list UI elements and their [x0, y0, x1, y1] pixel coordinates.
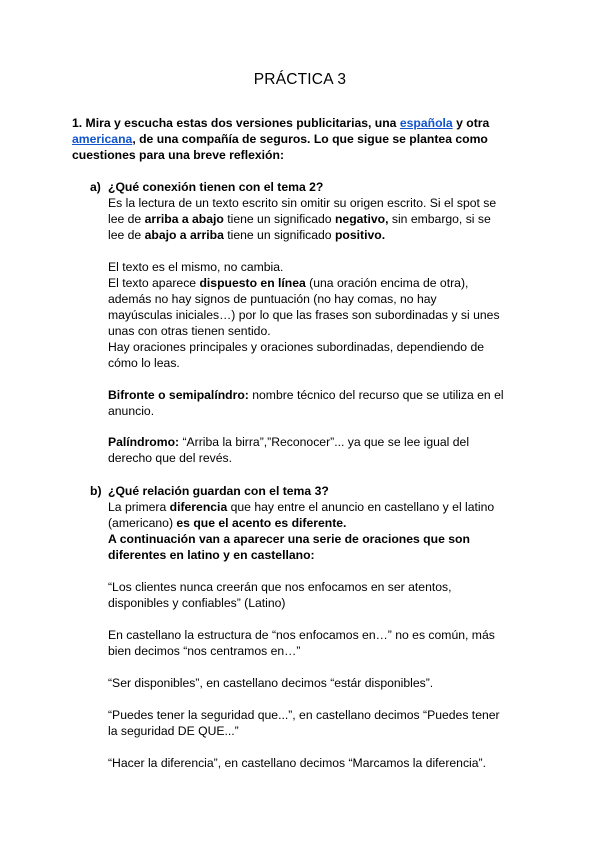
text: tiene un significado: [223, 228, 335, 242]
question-b-marker: b): [90, 484, 102, 498]
text-line: Hay oraciones principales y oraciones subordinadas, dependiendo de cómo lo leas.: [108, 340, 485, 370]
text-line: El texto es el mismo, no cambia.: [108, 260, 284, 274]
example-2: En castellano la estructura de “nos enfocamos en…” no es común, más bien decimos “nos centramos en…”: [108, 628, 495, 658]
text: El texto aparece: [108, 276, 200, 290]
question-b-text: ¿Qué relación guardan con el tema 3?: [108, 484, 329, 498]
text: Es la lectura de un texto escrito sin omitir su origen escrito. Si el spot se lee de: [108, 196, 497, 226]
bold-text: A continuación van a aparecer una serie de oraciones que son diferentes en latino y en castellano:: [108, 532, 470, 562]
page-title: PRÁCTICA 3: [253, 71, 347, 88]
bold-text: abajo a arriba: [144, 228, 224, 242]
bold-text: dispuesto en línea: [199, 276, 306, 290]
bold-text: es que el acento es diferente.: [176, 516, 347, 530]
text: sin embargo, si se lee de: [108, 212, 491, 242]
bold-text: arriba a abajo: [144, 212, 224, 226]
text: que hay entre el anuncio en castellano y el latino (americano): [108, 500, 495, 530]
answer-a-paragraph-1: [108, 195, 504, 243]
text: La primera: [108, 500, 170, 514]
question-a-text: ¿Qué conexión tienen con el tema 2?: [108, 180, 324, 194]
bold-text: negativo,: [334, 212, 389, 226]
question-a-marker: a): [90, 180, 101, 194]
term-label: Palíndromo:: [108, 435, 180, 449]
palindromo-definition: [108, 434, 504, 466]
intro-text-2: y otra: [452, 116, 490, 130]
text-line: [108, 531, 504, 563]
bifronte-definition: [108, 387, 504, 419]
term-definition: “Arriba la birra”,”Reconocer”... ya que se lee igual del derecho que del revés.: [108, 435, 470, 465]
intro-paragraph: [72, 115, 532, 163]
link-espanola[interactable]: española: [399, 116, 453, 130]
text-line: [108, 499, 504, 531]
text: (una oración encima de otra), además no hay signos de puntuación (no hay comas, no hay mayúsculas iniciales…) por lo que las frases son subordinadas y si unes unas con otras tienen sentido.: [108, 276, 500, 338]
text-line: [108, 275, 504, 339]
example-3: “Ser disponibles”, en castellano decimos “estár disponibles”.: [108, 676, 434, 690]
example-4: “Puedes tener la seguridad que...”, en castellano decimos “Puedes tener la seguridad DE QUE...”: [108, 708, 500, 738]
example-1: “Los clientes nunca creerán que nos enfocamos en ser atentos, disponibles y confiables” (Latino): [108, 580, 452, 610]
bold-text: positivo.: [334, 228, 386, 242]
intro-text-3: , de una compañía de seguros. Lo que sigue se plantea como cuestiones para una breve reflexión:: [72, 132, 488, 162]
term-definition: nombre técnico del recurso que se utiliza en el anuncio.: [108, 388, 504, 418]
answer-b-paragraph-1: [108, 499, 504, 563]
bold-text: diferencia: [169, 500, 228, 514]
example-5: “Hacer la diferencia”, en castellano decimos “Marcamos la diferencia”.: [108, 756, 486, 770]
intro-text-1: 1. Mira y escucha estas dos versiones publicitarias, una: [72, 116, 400, 130]
link-americana[interactable]: americana: [72, 132, 133, 146]
term-label: Bifronte o semipalíndro:: [108, 388, 249, 402]
text: tiene un significado: [223, 212, 335, 226]
answer-a-paragraph-2: [108, 259, 504, 371]
